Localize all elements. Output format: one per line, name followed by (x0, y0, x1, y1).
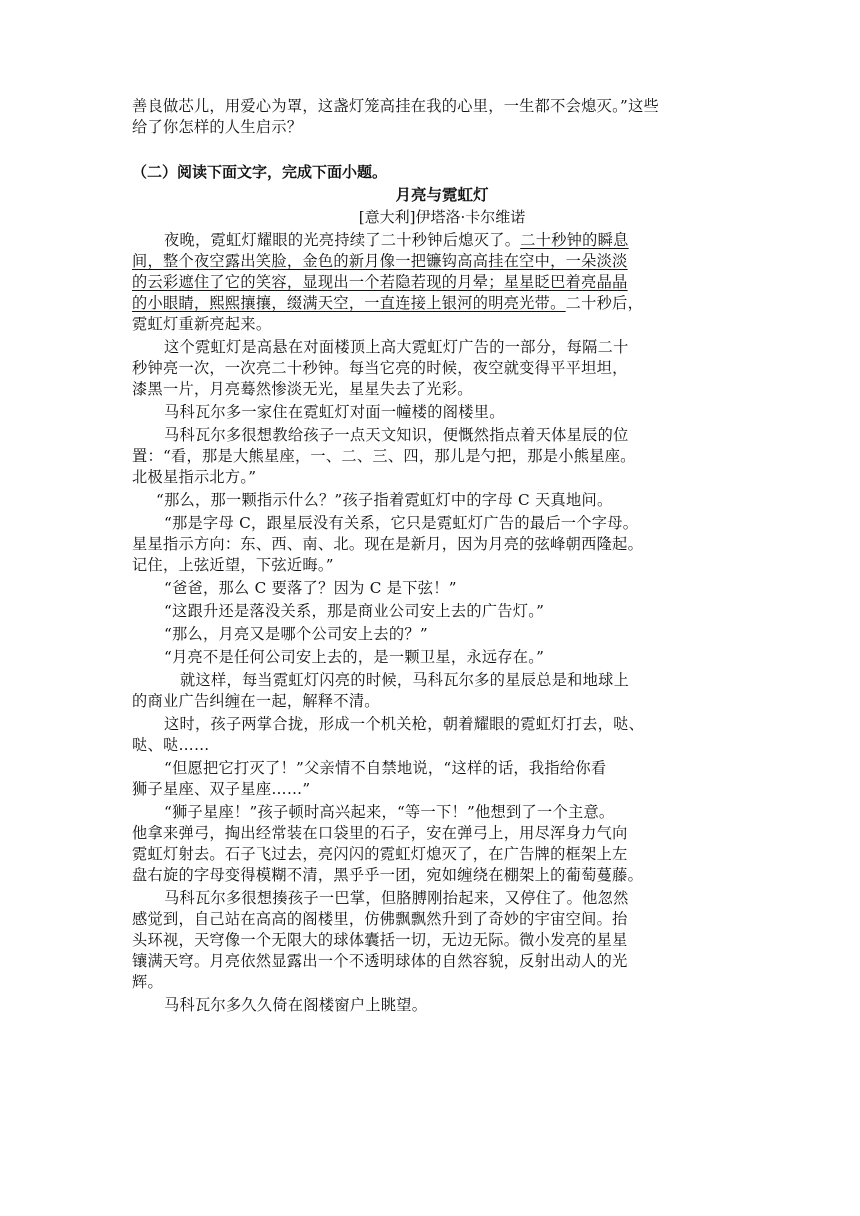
text-line: 哒、哒…… (132, 736, 210, 754)
paragraph-2 (132, 337, 732, 400)
text-line: 头环视，天穹像一个无限大的球体囊括一切，无边无际。微小发亮的星星 (132, 931, 628, 949)
paragraph-14 (132, 802, 732, 886)
text-line: 霓虹灯射去。石子飞过去，亮闪闪的霓虹灯熄灭了，在广告牌的框架上左 (132, 845, 628, 863)
paragraph-7 (132, 578, 732, 599)
paragraph-4 (132, 425, 732, 488)
text-line: 给了你怎样的人生启示？ (132, 118, 303, 136)
paragraph-11 (132, 670, 732, 712)
article-title: 月亮与霓虹灯 (395, 186, 489, 204)
text-line: 这时，孩子两掌合拢，形成一个机关枪，朝着耀眼的霓虹灯打去，哒、 (164, 715, 645, 733)
text-line: 霓虹灯重新亮起来。 (132, 315, 272, 333)
text-line: 辉。 (132, 973, 163, 991)
text-line: 北极星指示北方。” (132, 468, 257, 486)
underlined-text: 二十秒钟的瞬息 (520, 231, 629, 249)
text-line: “这跟升还是落没关系，那是商业公司安上去的广告灯。” (164, 602, 545, 620)
text-line: 他拿来弹弓，掏出经常装在口袋里的石子，安在弹弓上，用尽浑身力气向 (132, 824, 628, 842)
paragraph-9 (132, 624, 732, 645)
paragraph-3 (132, 402, 732, 423)
text-line: “那是字母 C，跟星辰没有关系，它只是霓虹灯广告的最后一个字母。 (164, 514, 639, 532)
intro-text (132, 96, 732, 138)
underlined-text: 的小眼睛，熙熙攘攘，缀满天空，一直连接上银河的明亮光带。 (132, 294, 566, 312)
text-line: 置：“看，那是大熊星座，一、二、三、四，那儿是勺把，那是小熊星座。 (132, 447, 636, 465)
section-heading: （二）阅读下面文字，完成下面小题。 (132, 163, 388, 181)
text-line: 的商业广告纠缠在一起，解释不清。 (132, 692, 380, 710)
paragraph-12 (132, 714, 732, 756)
text-line (132, 230, 732, 251)
plain-text: 二十秒后， (565, 294, 644, 312)
text-line: “月亮不是任何公司安上去的，是一颗卫星，永远存在。” (164, 648, 545, 666)
text-line: 镶满天穹。月亮依然显露出一个不透明球体的自然容貌，反射出动人的光 (132, 952, 628, 970)
text-line: 感觉到，自己站在高高的阁楼里，仿佛飘飘然升到了奇妙的宇宙空间。抬 (132, 910, 628, 928)
text-line: 这个霓虹灯是高悬在对面楼顶上高大霓虹灯广告的一部分，每隔二十 (164, 338, 629, 356)
underlined-text: 间，整个夜空露出笑脸，金色的新月像一把镰钩高高挂在空中，一朵淡淡 (132, 252, 628, 270)
text-line: “但愿把它打灭了！”父亲情不自禁地说，“这样的话，我指给你看 (164, 759, 607, 777)
underlined-text: 的云彩遮住了它的笑容，显现出一个若隐若现的月晕；星星眨巴着亮晶晶 (132, 273, 628, 291)
text-line: 盘右旋的字母变得模糊不清，黑乎乎一团，宛如缠绕在棚架上的葡萄蔓藤。 (132, 866, 644, 884)
paragraph-8 (132, 601, 732, 622)
document-page (132, 96, 732, 1016)
paragraph-10 (132, 647, 732, 668)
paragraph-6 (132, 513, 732, 576)
text-line: “那么，那一颗指示什么？”孩子指着霓虹灯中的字母 C 天真地问。 (156, 491, 613, 509)
text-line: “那么，月亮又是哪个公司安上去的？” (164, 625, 428, 643)
text-line (132, 293, 732, 314)
text-line: “狮子星座！”孩子顿时高兴起来，“等一下！”他想到了一个主意。 (164, 803, 615, 821)
paragraph-1 (132, 230, 732, 335)
text-line: 马科瓦尔多很想揍孩子一巴掌，但胳膊刚抬起来，又停住了。他忽然 (164, 889, 629, 907)
text-line: 狮子星座、双子星座……” (132, 780, 311, 798)
text-line: 记住，上弦近望，下弦近晦。” (132, 556, 334, 574)
text-line: 马科瓦尔多很想教给孩子一点天文知识，便慨然指点着天体星辰的位 (164, 426, 629, 444)
text-line: 马科瓦尔多一家住在霓虹灯对面一幢楼的阁楼里。 (164, 403, 505, 421)
text-line: 马科瓦尔多久久倚在阁楼窗户上眺望。 (164, 996, 428, 1014)
text-line: 漆黑一片，月亮蓦然惨淡无光，星星失去了光彩。 (132, 380, 473, 398)
paragraph-5 (132, 490, 732, 511)
paragraph-16 (132, 995, 732, 1016)
paragraph-13 (132, 758, 732, 800)
text-line: “爸爸，那么 C 要落了？因为 C 是下弦！” (164, 579, 457, 597)
paragraph-15 (132, 888, 732, 993)
text-line: 星星指示方向：东、西、南、北。现在是新月，因为月亮的弦峰朝西隆起。 (132, 535, 644, 553)
text-line: 善良做芯儿，用爱心为罩，这盏灯笼高挂在我的心里，一生都不会熄灭。”这些 (132, 97, 660, 115)
text-line: 就这样，每当霓虹灯闪亮的时候，马科瓦尔多的星辰总是和地球上 (180, 671, 630, 689)
plain-text: 夜晚，霓虹灯耀眼的光亮持续了二十秒钟后熄灭了。 (164, 231, 521, 249)
text-line: 秒钟亮一次，一次亮二十秒钟。每当它亮的时候，夜空就变得平平坦坦， (132, 359, 628, 377)
article-author: [意大利]伊塔洛·卡尔维诺 (358, 208, 526, 226)
